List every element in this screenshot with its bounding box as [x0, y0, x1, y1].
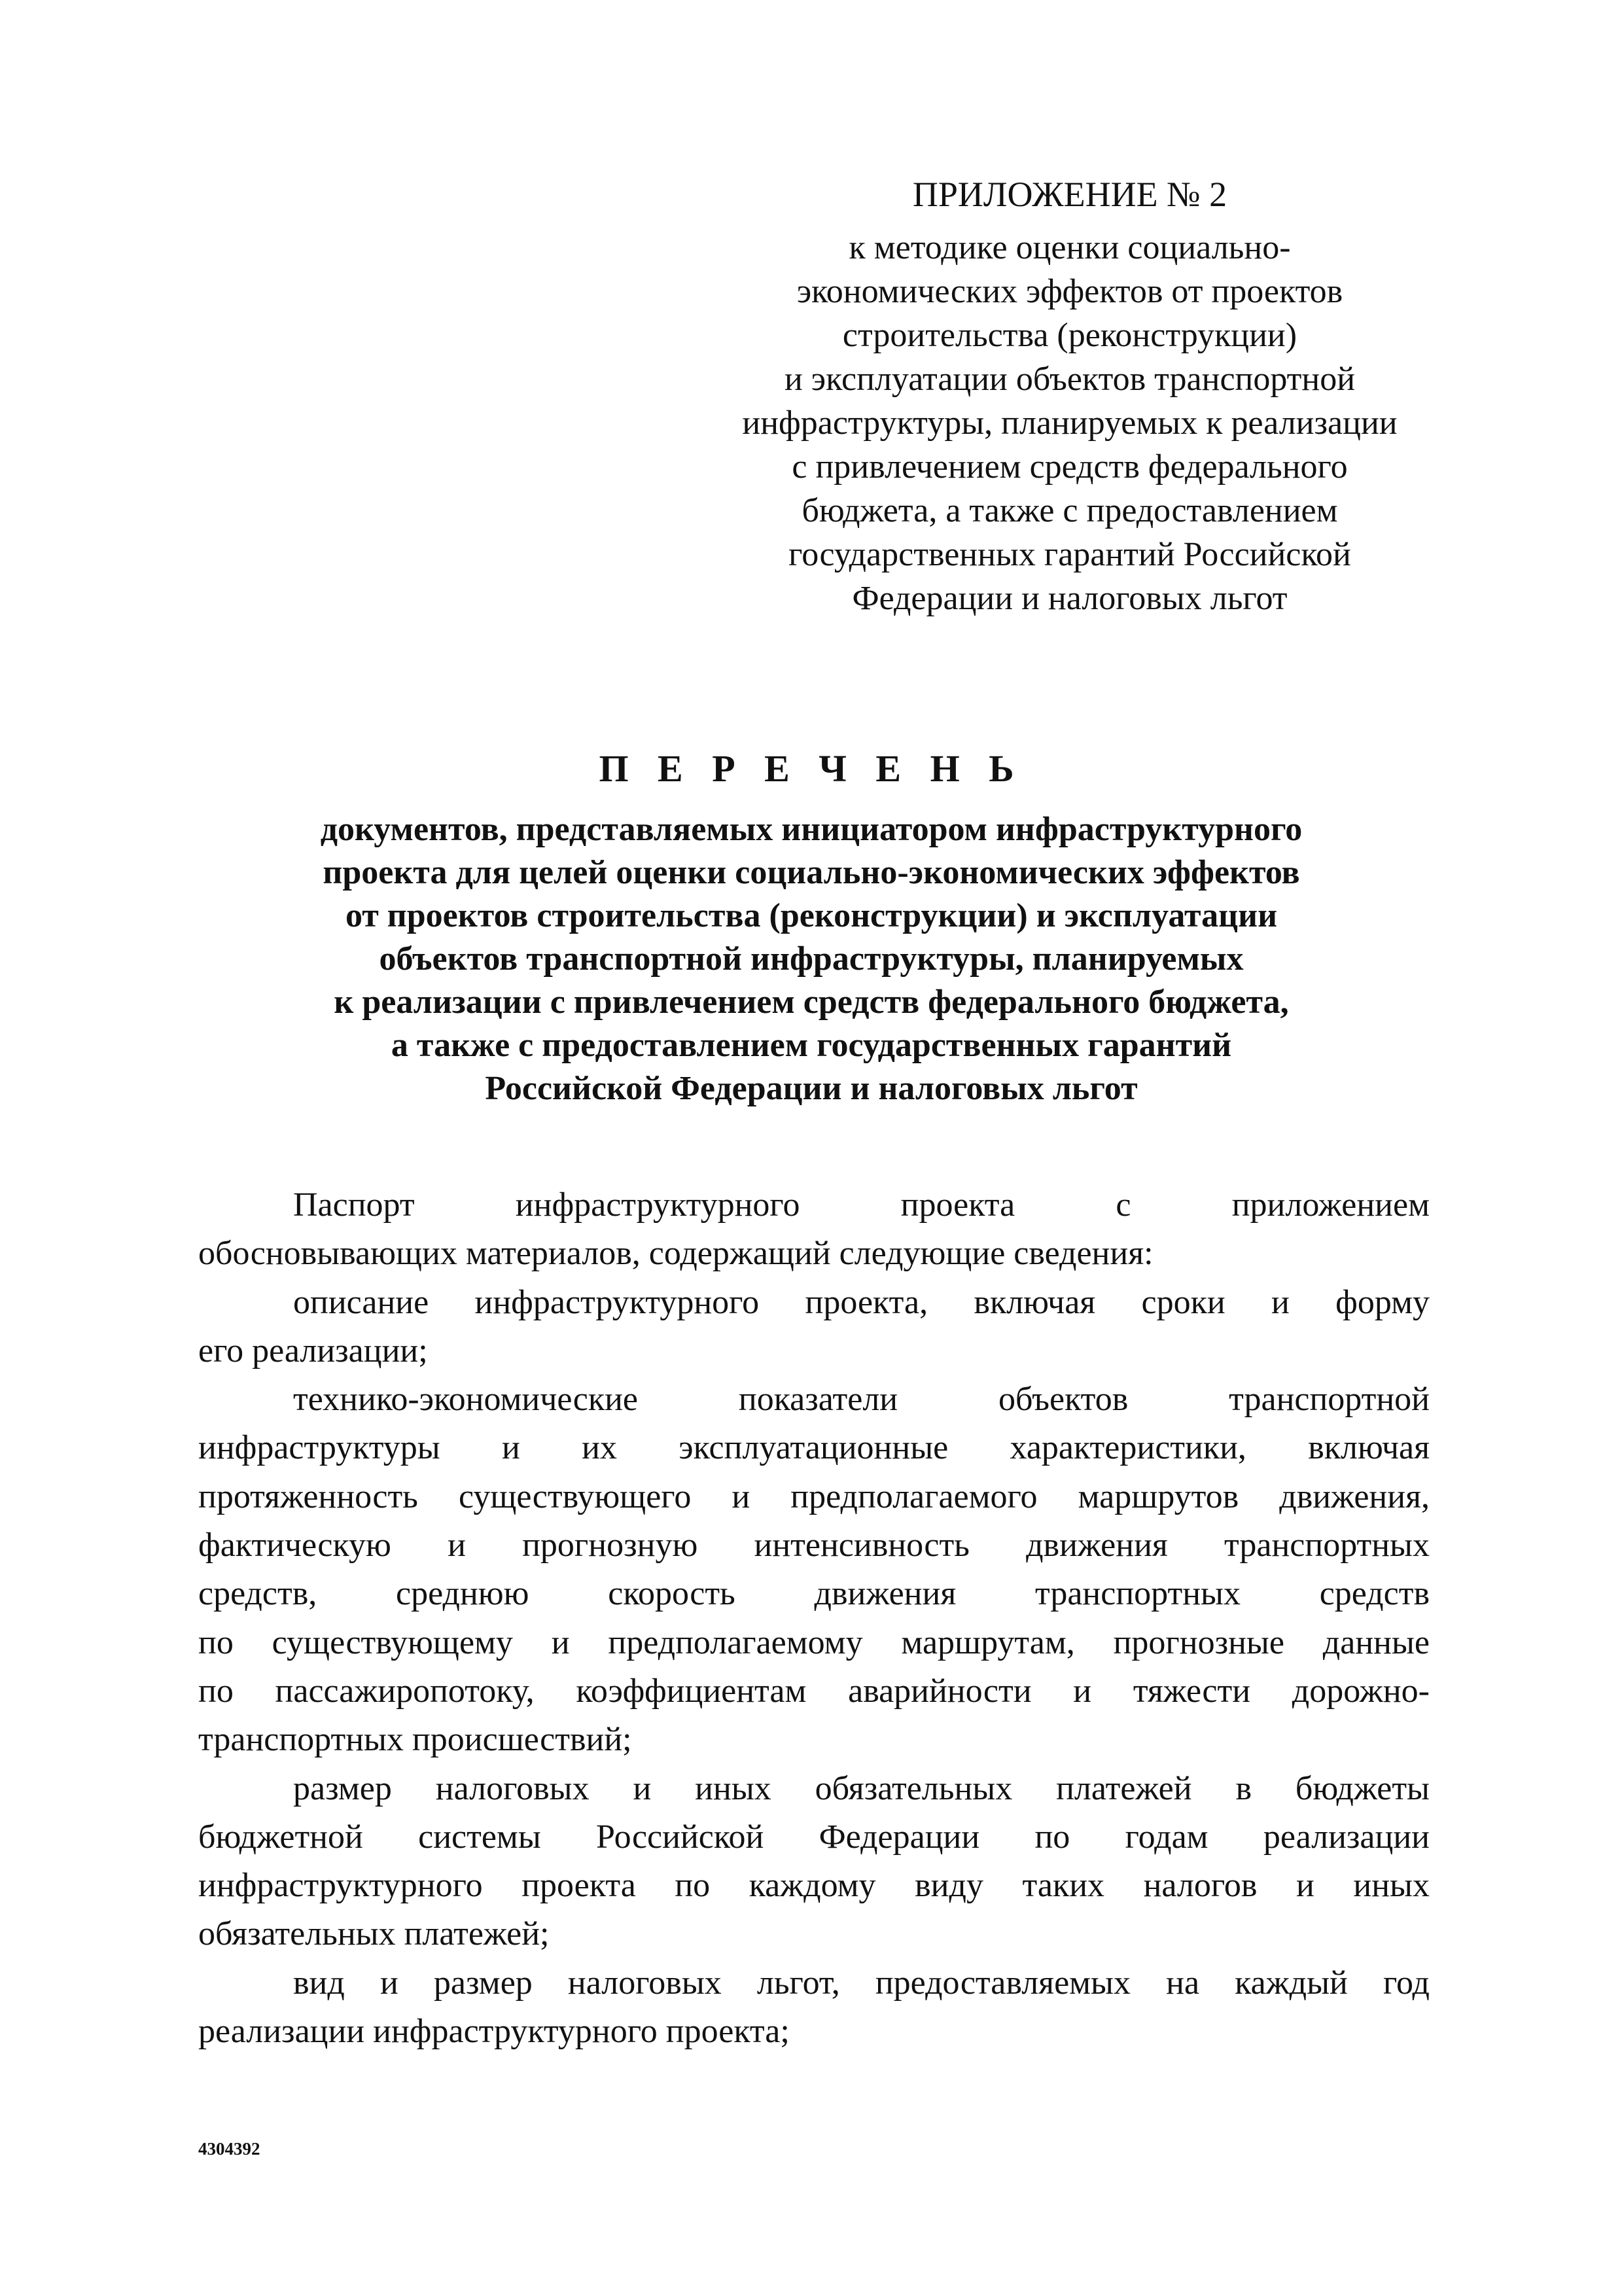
body-line: фактическую и прогнозную интенсивность движения транспортных [198, 1527, 1430, 1564]
body-line: по существующему и предполагаемому маршрутам, прогнозные данные [198, 1623, 1430, 1661]
appendix-line: инфраструктуры, планируемых к реализации [742, 404, 1398, 442]
appendix-line: Федерации и налоговых льгот [852, 580, 1288, 617]
appendix-line: с привлечением средств федерального [792, 448, 1348, 486]
body-line: транспортных происшествий; [198, 1721, 632, 1759]
body-line: описание инфраструктурного проекта, включая сроки и форму [293, 1283, 1430, 1321]
appendix-title: ПРИЛОЖЕНИЕ № 2 [912, 175, 1227, 214]
appendix-line: и эксплуатации объектов транспортной [784, 361, 1356, 398]
document-title: П Е Р Е Ч Е Н Ь [599, 747, 1024, 790]
appendix-line: экономических эффектов от проектов [796, 273, 1343, 310]
body-line: Паспорт инфраструктурного проекта с приложением [293, 1186, 1430, 1224]
document-subtitle-line: объектов транспортной инфраструктуры, планируемых [379, 940, 1244, 978]
appendix-header [667, 167, 1472, 620]
appendix-line: государственных гарантий Российской [788, 536, 1351, 573]
appendix-line: к методике оценки социально- [849, 229, 1291, 266]
body-line: протяженность существующего и предполагаемого маршрутов движения, [198, 1477, 1430, 1515]
body-line: вид и размер налоговых льгот, предоставляемых на каждый год [293, 1964, 1430, 2002]
body-line: реализации инфраструктурного проекта; [198, 2013, 790, 2051]
document-body [198, 1181, 1430, 2056]
body-line: средств, среднюю скорость движения транспортных средств [198, 1575, 1430, 1613]
paragraph-tax-benefits [198, 1959, 1430, 2057]
body-line: по пассажиропотоку, коэффициентам аварийности и тяжести дорожно- [198, 1672, 1430, 1710]
document-subtitle-line: проекта для целей оценки социально-экономических эффектов [323, 854, 1300, 891]
document-code: 4304392 [198, 2139, 260, 2159]
body-line: размер налоговых и иных обязательных платежей в бюджеты [293, 1769, 1430, 1807]
body-line: обязательных платежей; [198, 1915, 550, 1953]
document-subtitle-line: документов, представляемых инициатором инфраструктурного [320, 811, 1303, 848]
paragraph-description [198, 1279, 1430, 1376]
appendix-line: строительства (реконструкции) [842, 317, 1297, 354]
body-line: инфраструктурного проекта по каждому виду таких налогов и иных [198, 1867, 1430, 1905]
body-line: его реализации; [198, 1332, 428, 1369]
body-line: бюджетной системы Российской Федерации по годам реализации [198, 1818, 1430, 1856]
document-subtitle-line: от проектов строительства (реконструкции) и эксплуатации [345, 897, 1278, 934]
paragraph-taxes [198, 1765, 1430, 1959]
body-line: инфраструктуры и их эксплуатационные характеристики, включая [198, 1429, 1430, 1467]
document-heading [196, 743, 1426, 1110]
body-line: обосновывающих материалов, содержащий следующие сведения: [198, 1235, 1154, 1273]
appendix-line: бюджета, а также с предоставлением [802, 492, 1338, 529]
document-subtitle-line: а также с предоставлением государственных гарантий [391, 1027, 1232, 1064]
body-line: технико-экономические показатели объектов транспортной [293, 1381, 1430, 1419]
paragraph-passport [198, 1181, 1430, 1279]
document-subtitle-line: Российской Федерации и налоговых льгот [485, 1070, 1138, 1107]
paragraph-indicators [198, 1375, 1430, 1764]
document-subtitle-line: к реализации с привлечением средств федерального бюджета, [334, 983, 1289, 1021]
